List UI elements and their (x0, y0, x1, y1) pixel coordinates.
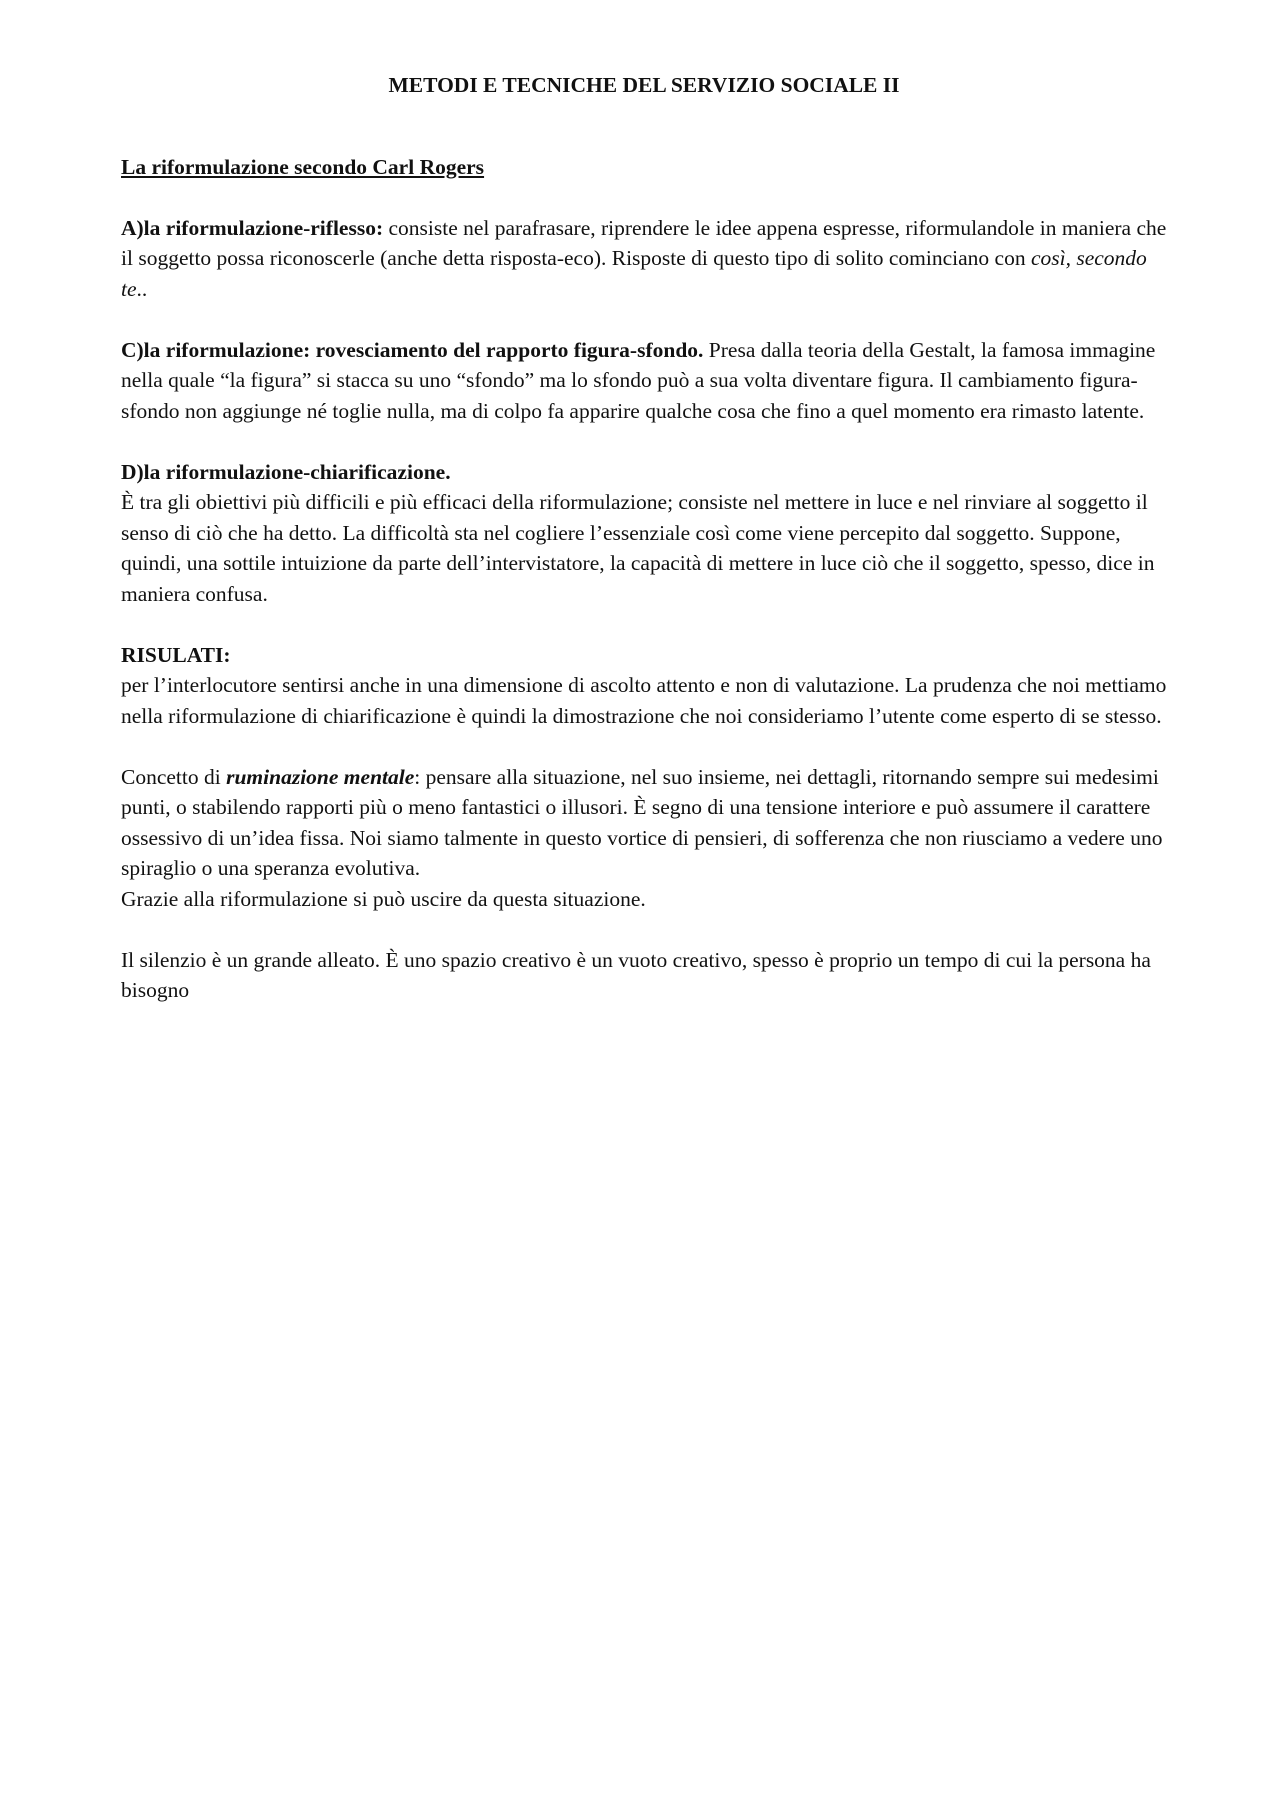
document-body (121, 70, 1167, 1036)
paragraph-label: D)la riformulazione-chiarificazione. (121, 459, 451, 484)
section-heading: La riformulazione secondo Carl Rogers (121, 154, 485, 179)
paragraph-label: A)la riformulazione-riflesso: (121, 215, 384, 240)
paragraph-figura-sfondo (121, 335, 1167, 427)
paragraph-label: C)la riformulazione: rovesciamento del rapporto figura-sfondo. (121, 337, 704, 362)
paragraph-end: .. (136, 276, 148, 301)
paragraph-ruminazione-followup: Grazie alla riformulazione si può uscire da questa situazione. (121, 886, 646, 911)
paragraph-italic-text: così, secondo te (121, 246, 1147, 301)
paragraph-chiarificazione: È tra gli obiettivi più difficili e più efficaci della riformulazione; consiste nel mettere in luce e nel rinviare al soggetto il senso di ciò che ha detto. La difficoltà sta nel cogliere l’essenziale così come viene percepito dal soggetto. Suppone, quindi, una sottile intuizione da parte dell’intervistatore, la capacità di mettere in luce ciò che il soggetto, spesso, dice in maniera confusa. (121, 490, 1155, 606)
results-label: RISULATI: (121, 642, 231, 667)
results-paragraph: per l’interlocutore sentirsi anche in una dimensione di ascolto attento e non di valutazione. La prudenza che noi mettiamo nella riformulazione di chiarificazione è quindi la dimostrazione che noi consideriamo l’utente come esperto di se stesso. (121, 673, 1167, 728)
paragraph-text: consiste nel parafrasare, riprendere le idee appena espresse, riformulandole in maniera che il soggetto possa riconoscerle (anche detta risposta-eco). Risposte di questo tipo di solito cominciano con (121, 215, 1167, 270)
paragraph-riformulazione-riflesso (121, 213, 1167, 305)
paragraph-term: ruminazione mentale (226, 764, 415, 789)
paragraph-silenzio: Il silenzio è un grande alleato. È uno spazio creativo è un vuoto creativo, spesso è proprio un tempo di cui la persona ha bisogno (121, 947, 1151, 1002)
paragraph-text: Presa dalla teoria della Gestalt, la famosa immagine nella quale “la figura” si stacca su uno “sfondo” ma lo sfondo può a sua volta diventare figura. Il cambiamento figura-sfondo non aggiunge né toglie nulla, ma di colpo fa apparire qualche cosa che fino a quel momento era rimasto latente. (121, 337, 1156, 423)
document-title: METODI E TECNICHE DEL SERVIZIO SOCIALE II (388, 73, 900, 97)
paragraph-text: : pensare alla situazione, nel suo insieme, nei dettagli, ritornando sempre sui medesimi punti, o stabilendo rapporti più o meno fantastici o illusori. È segno di una tensione interiore e può assumere il carattere ossessivo di un’idea fissa. Noi siamo talmente in questo vortice di pensieri, di sofferenza che non riusciamo a vedere uno spiraglio o una speranza evolutiva. (121, 764, 1163, 880)
paragraph-prefix: Concetto di (121, 764, 227, 789)
paragraph-ruminazione (121, 762, 1167, 884)
